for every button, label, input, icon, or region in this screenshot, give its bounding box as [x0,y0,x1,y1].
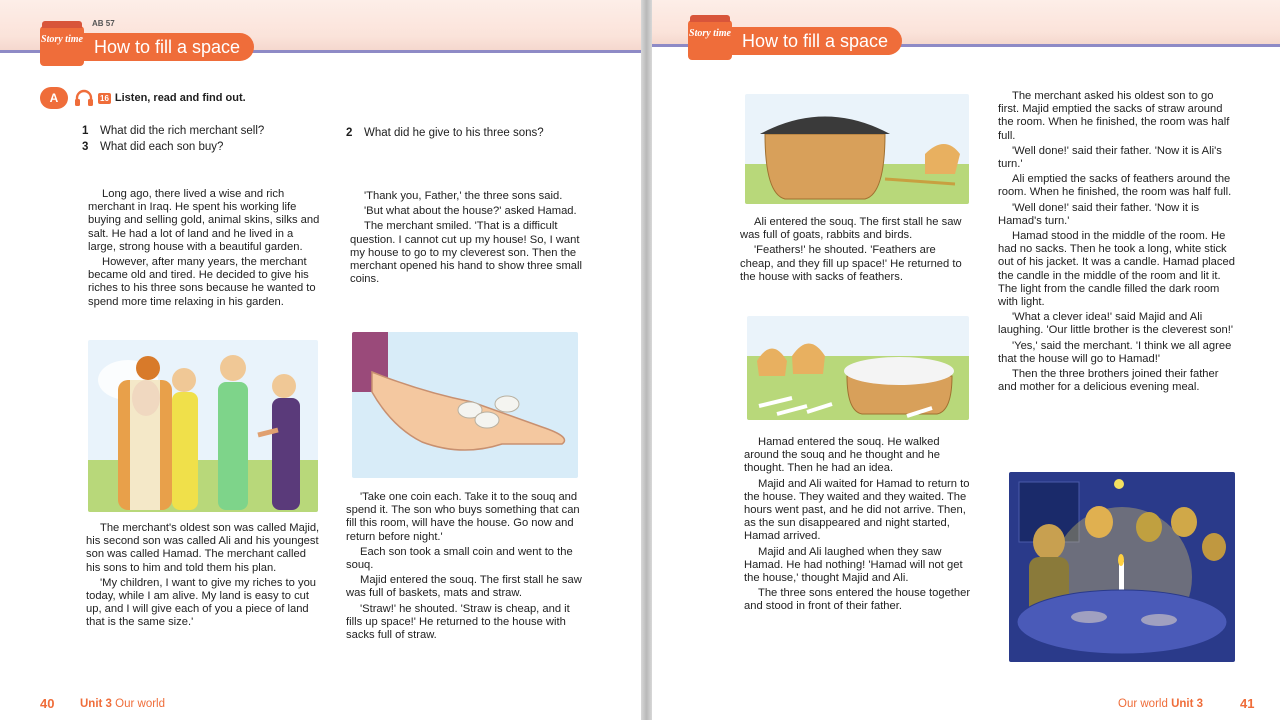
story-text-block: Hamad entered the souq. He walked around the souq and he thought and he thought. Then he had an idea. Majid and Ali waited for Hamad to return to the house. They waited and they waited. The hours went past, and he did not arrive. Then, as the sun disappeared and night started, Hamad arrived. Majid and Ali laughed when they saw Hamad. He had nothing! 'Hamad will not get the house,' thought Majid and Ali. The three sons entered the house together and stood in front of their father. [744,436,971,613]
story-text-block: 'Thank you, Father,' the three sons said. 'But what about the house?' asked Hamad. The merchant smiled. 'That is a difficult question. I cannot cut up my house! So, I want my house to go to my cleverest son. Then the merchant opened his hand to show three small coins. [350,190,582,286]
page-number: 41 [1240,696,1255,711]
merchant-and-sons-illustration [88,340,318,512]
question-3: 3 What did each son buy? [82,141,224,153]
straw-sack-illustration [745,94,969,204]
question-1: 1 What did the rich merchant sell? [82,125,265,137]
story-text-block: Ali entered the souq. The first stall he saw was full of goats, rabbits and birds. 'Feathers!' he shouted. 'Feathers are cheap, and they fill up space!' He returned to the house with sacks of feathers. [740,216,962,283]
audio-track-number: 16 [100,93,109,103]
page-title: How to fill a space [84,33,254,61]
task-row [40,87,246,109]
question-2: 2 What did he give to his three sons? [346,127,544,139]
story-text-block: Long ago, there lived a wise and rich merchant in Iraq. He spent his working life buying and selling gold, animal skins, silks and salt. He had a lot of land and he lived in a large, strong house with a beautiful garden. However, after many years, the merchant became old and tired. He decided to give his riches to his three sons because he wanted to spend more time relaxing in his garden. [88,188,320,308]
headphones-icon[interactable] [74,89,94,107]
story-text-block: The merchant's oldest son was called Majid, his second son was called Ali and his youngest son was called Hamad. The merchant called his sons to him and told them his plan. 'My children, I want to give my riches to you today, while I am alive. My land is easy to cut up, and I will give each of you a piece of land that is the same size.' [86,522,320,629]
task-instruction: Listen, read and find out. [114,92,246,104]
page-footer: Unit 3 Our world [80,698,166,710]
candlelit-family-meal-illustration [1009,472,1235,662]
feather-sacks-illustration [747,316,969,420]
page-title: How to fill a space [732,27,902,55]
right-page [652,0,1280,720]
task-letter-badge: A [40,87,68,109]
story-time-badge: Story time [688,20,732,60]
activity-book-ref: AB 57 [92,19,115,28]
book-gutter [641,0,652,720]
story-text-block: 'Take one coin each. Take it to the souq and spend it. The son who buys something that can fill this room, will have the house. Go now and return before night.' Each son took a small coin and went to the souq. Majid entered the souq. The first stall he saw was full of baskets, mats and straw. 'Straw!' he shouted. 'Straw is cheap, and it fills up space!' He returned to the house with sacks full of straw. [346,491,582,642]
story-text-block: The merchant asked his oldest son to go first. Majid emptied the sacks of straw around the room. When he finished, the room was half full. 'Well done!' said their father. 'Now it is Ali's turn.' Ali emptied the sacks of feathers around the room. When he finished, the room was half full. 'Well done!' said their father. 'Now it is Hamad's turn.' Hamad stood in the middle of the room. He had no sacks. Then he took a long, white stick out of his jacket. It was a candle. Hamad placed the candle in the middle of the room and lit it. The light from the candle filled the dark room with light. 'What a clever idea!' said Majid and Ali laughing. 'Our little brother is the cleverest son!' 'Yes,' said the merchant. 'I think we all agree that the house will go to Hamad!' Then the three brothers joined their father and mother for a delicious evening meal. [998,90,1235,394]
hand-with-coins-illustration [352,332,578,478]
story-time-badge: Story time [40,26,84,66]
page-footer: Our world Unit 3 [1118,698,1204,710]
page-number: 40 [40,696,55,711]
